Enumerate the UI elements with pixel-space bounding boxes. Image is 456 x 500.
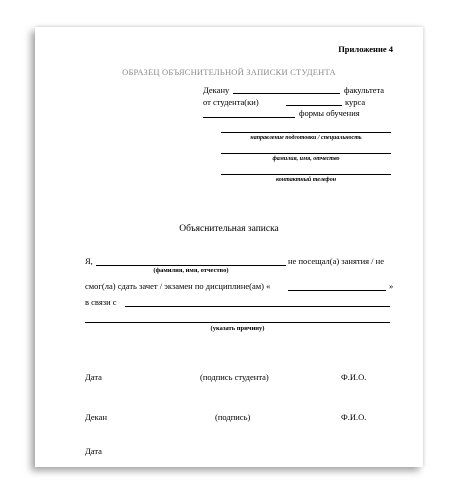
appendix-label: Приложение 4	[338, 44, 393, 54]
study-form-line	[203, 117, 295, 118]
absent-text: не посещал(а) занятия / не	[288, 256, 384, 266]
i-label: Я,	[85, 256, 93, 266]
document-title: ОБРАЗЕЦ ОБЪЯСНИТЕЛЬНОЙ ЗАПИСКИ СТУДЕНТА	[122, 67, 336, 77]
faculty-label: факультета	[344, 85, 385, 95]
fio-label: Ф.И.О.	[341, 372, 367, 382]
note-title: Объяснительная записка	[179, 224, 279, 234]
course-line	[286, 105, 342, 106]
student-label: от студента(ки)	[203, 97, 259, 107]
name-line	[221, 153, 391, 154]
dean-label: Декану	[203, 85, 230, 95]
name-caption: фамилия, имя, отчество	[272, 156, 340, 162]
reason-caption: (указать причину)	[210, 325, 265, 332]
reason-line-2	[85, 322, 390, 323]
due-to-label: в связи с	[85, 297, 117, 307]
signature-label: (подпись)	[215, 412, 251, 422]
date-label: Дата	[85, 372, 102, 382]
student-signature-label: (подпись студента)	[200, 372, 269, 382]
dean-signature-label: Декан	[85, 412, 107, 422]
phone-caption: контактный телефон	[275, 177, 337, 183]
exam-text: смог(ла) сдать зачет / экзамен по дисциплине(ам) «	[85, 281, 271, 291]
document-page	[35, 27, 423, 467]
reason-line-1	[125, 306, 390, 307]
quote-close: »	[389, 281, 394, 291]
fio-caption: (фамилия, имя, отчество)	[153, 267, 229, 274]
fio-line	[96, 265, 286, 266]
study-form-label: формы обучения	[299, 108, 360, 118]
date-label-2: Дата	[85, 446, 102, 456]
direction-line	[221, 132, 391, 133]
direction-caption: направление подготовки / специальность	[250, 135, 362, 141]
faculty-line	[233, 93, 340, 94]
course-label: курса	[345, 97, 366, 107]
discipline-line	[288, 290, 386, 291]
fio-label-2: Ф.И.О.	[341, 412, 367, 422]
phone-line	[221, 174, 391, 175]
